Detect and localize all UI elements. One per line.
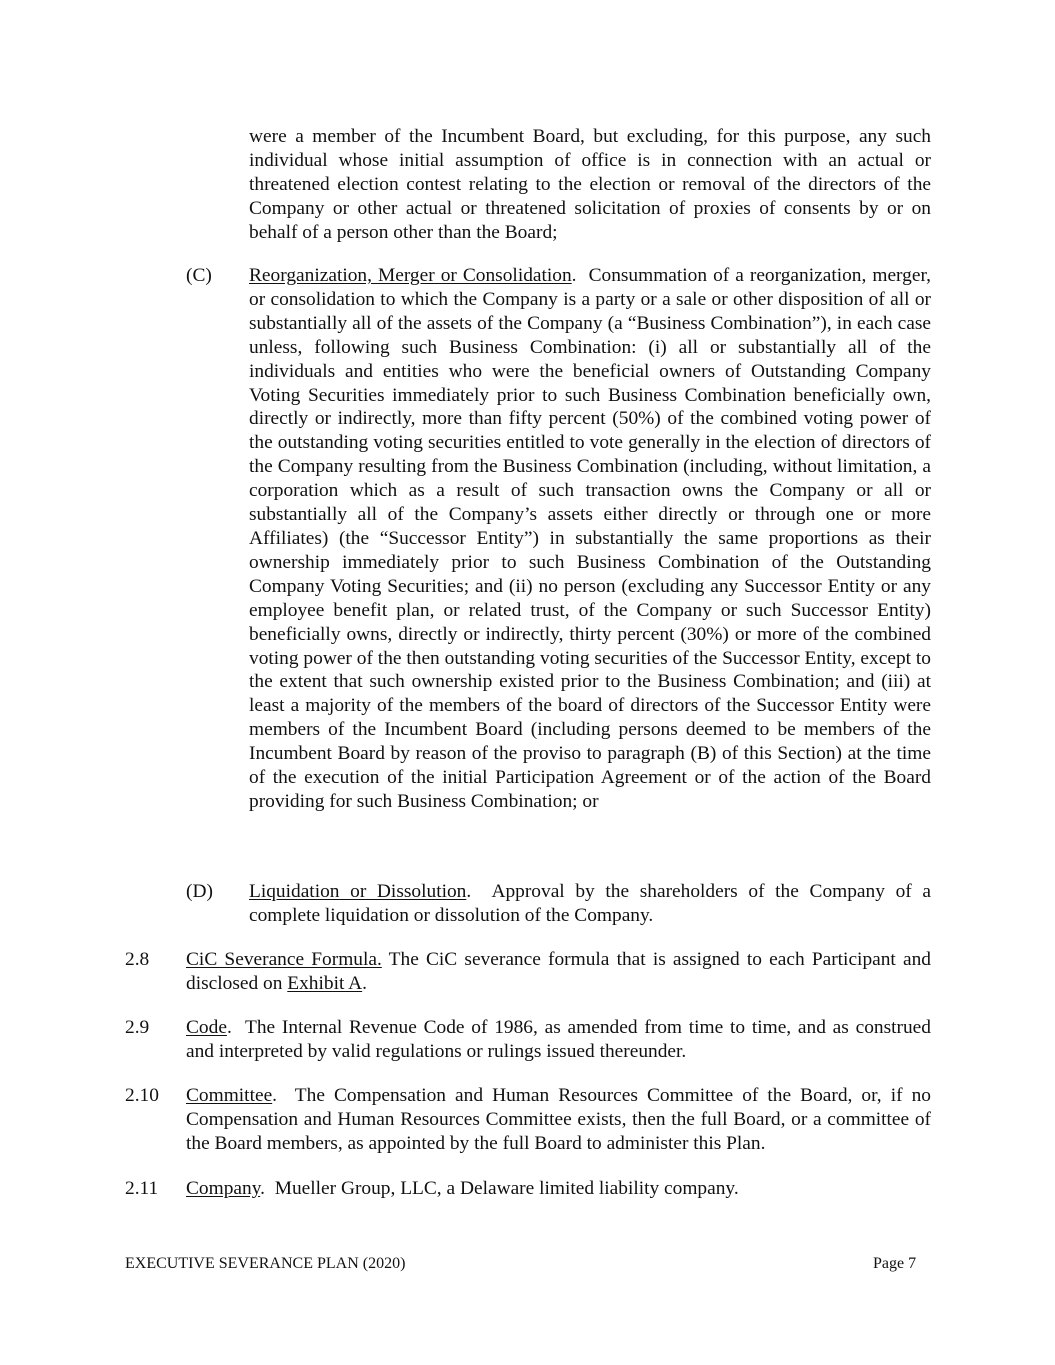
section-2-10-title: Committee: [186, 1085, 273, 1106]
item-c-label: (C): [186, 265, 212, 286]
section-2-9-paragraph: [186, 1016, 931, 1064]
section-2-10-paragraph: [186, 1084, 931, 1156]
section-2-8-paragraph: [186, 948, 931, 996]
item-c-paragraph: [249, 264, 931, 814]
section-2-10-number: 2.10: [125, 1085, 159, 1106]
section-2-8-end: .: [362, 972, 367, 994]
section-2-11-title: Company: [186, 1178, 261, 1199]
item-d-title-suffix: .: [466, 881, 472, 902]
footer-page-number: Page 7: [873, 1255, 917, 1272]
item-c-title-suffix: .: [571, 265, 577, 286]
exhibit-a-link[interactable]: Exhibit A: [287, 972, 363, 994]
section-2-8-body: The CiC severance formula that is assigned to each Participant and disclosed on: [186, 949, 931, 994]
item-d-body: Approval by the shareholders of the Company of a complete liquidation or dissolution of the Company.: [249, 881, 931, 926]
item-d-paragraph: [249, 880, 931, 928]
section-2-9-title: Code: [186, 1017, 227, 1038]
item-d-title: Liquidation or Dissolution: [249, 881, 467, 902]
section-2-10-title-suffix: .: [272, 1085, 278, 1106]
footer-title: EXECUTIVE SEVERANCE PLAN (2020): [125, 1255, 406, 1272]
continuation-paragraph: [249, 125, 931, 245]
section-2-9-body: The Internal Revenue Code of 1986, as amended from time to time, and as construed and interpreted by valid regulations or rulings issued thereunder.: [186, 1017, 931, 1062]
section-2-11-title-suffix: .: [260, 1178, 266, 1199]
continuation-text: were a member of the Incumbent Board, but excluding, for this purpose, any such individual whose initial assumption of office is in connection with an actual or threatened election contest relating to the election or removal of the directors of the Company or other actual or threatened solicitation of proxies of consents by or on behalf of a person other than the Board;: [249, 126, 931, 243]
section-2-8-title: CiC Severance Formula.: [186, 949, 382, 970]
section-2-9-number: 2.9: [125, 1017, 150, 1038]
item-c-title: Reorganization, Merger or Consolidation: [249, 265, 572, 286]
section-2-10-body: The Compensation and Human Resources Committee of the Board, or, if no Compensation and Human Resources Committee exists, then the full Board, or a committee of the Board members, as appointed by the full Board to administer this Plan.: [186, 1085, 931, 1154]
section-2-11-number: 2.11: [125, 1178, 159, 1199]
item-d-label: (D): [186, 881, 213, 902]
section-2-9-title-suffix: .: [226, 1017, 232, 1038]
item-c-body: Consummation of a reorganization, merger, or consolidation to which the Company is a party or a sale or other disposition of all or substantially all of the assets of the Company (a “Business Combination”), in each case unless, following such Business Combination: (i) all or substantially all of the individuals and entities who were the beneficial owners of Outstanding Company Voting Securities immediately prior to such Business Combination beneficially own, directly or indirectly, more than fifty percent (50%) of the combined voting power of the outstanding voting securities entitled to vote generally in the election of directors of the Company resulting from the Business Combination (including, without limitation, a corporation which as a result of such transaction owns the Company or all or substantially all of the Company’s assets either directly or through one or more Affiliates) (the “Successor Entity”) in substantially the same proportions as their ownership immediately prior to such Business Combination of the Outstanding Company Voting Securities; and (ii) no person (excluding any Successor Entity or any employee benefit plan, or related trust, of the Company or such Successor Entity) beneficially owns, directly or indirectly, thirty percent (30%) or more of the combined voting power of the then outstanding voting securities of the Successor Entity, except to the extent that such ownership existed prior to the Business Combination; and (iii) at least a majority of the members of the board of directors of the Successor Entity were members of the Incumbent Board (including persons deemed to be members of the Incumbent Board by reason of the proviso to paragraph (B) of this Section) at the time of the execution of the initial Participation Agreement or of the action of the Board providing for such Business Combination; or: [249, 265, 931, 812]
section-2-11-body: Mueller Group, LLC, a Delaware limited liability company.: [274, 1178, 739, 1199]
section-2-8-number: 2.8: [125, 949, 150, 970]
section-2-11-paragraph: [186, 1177, 931, 1201]
